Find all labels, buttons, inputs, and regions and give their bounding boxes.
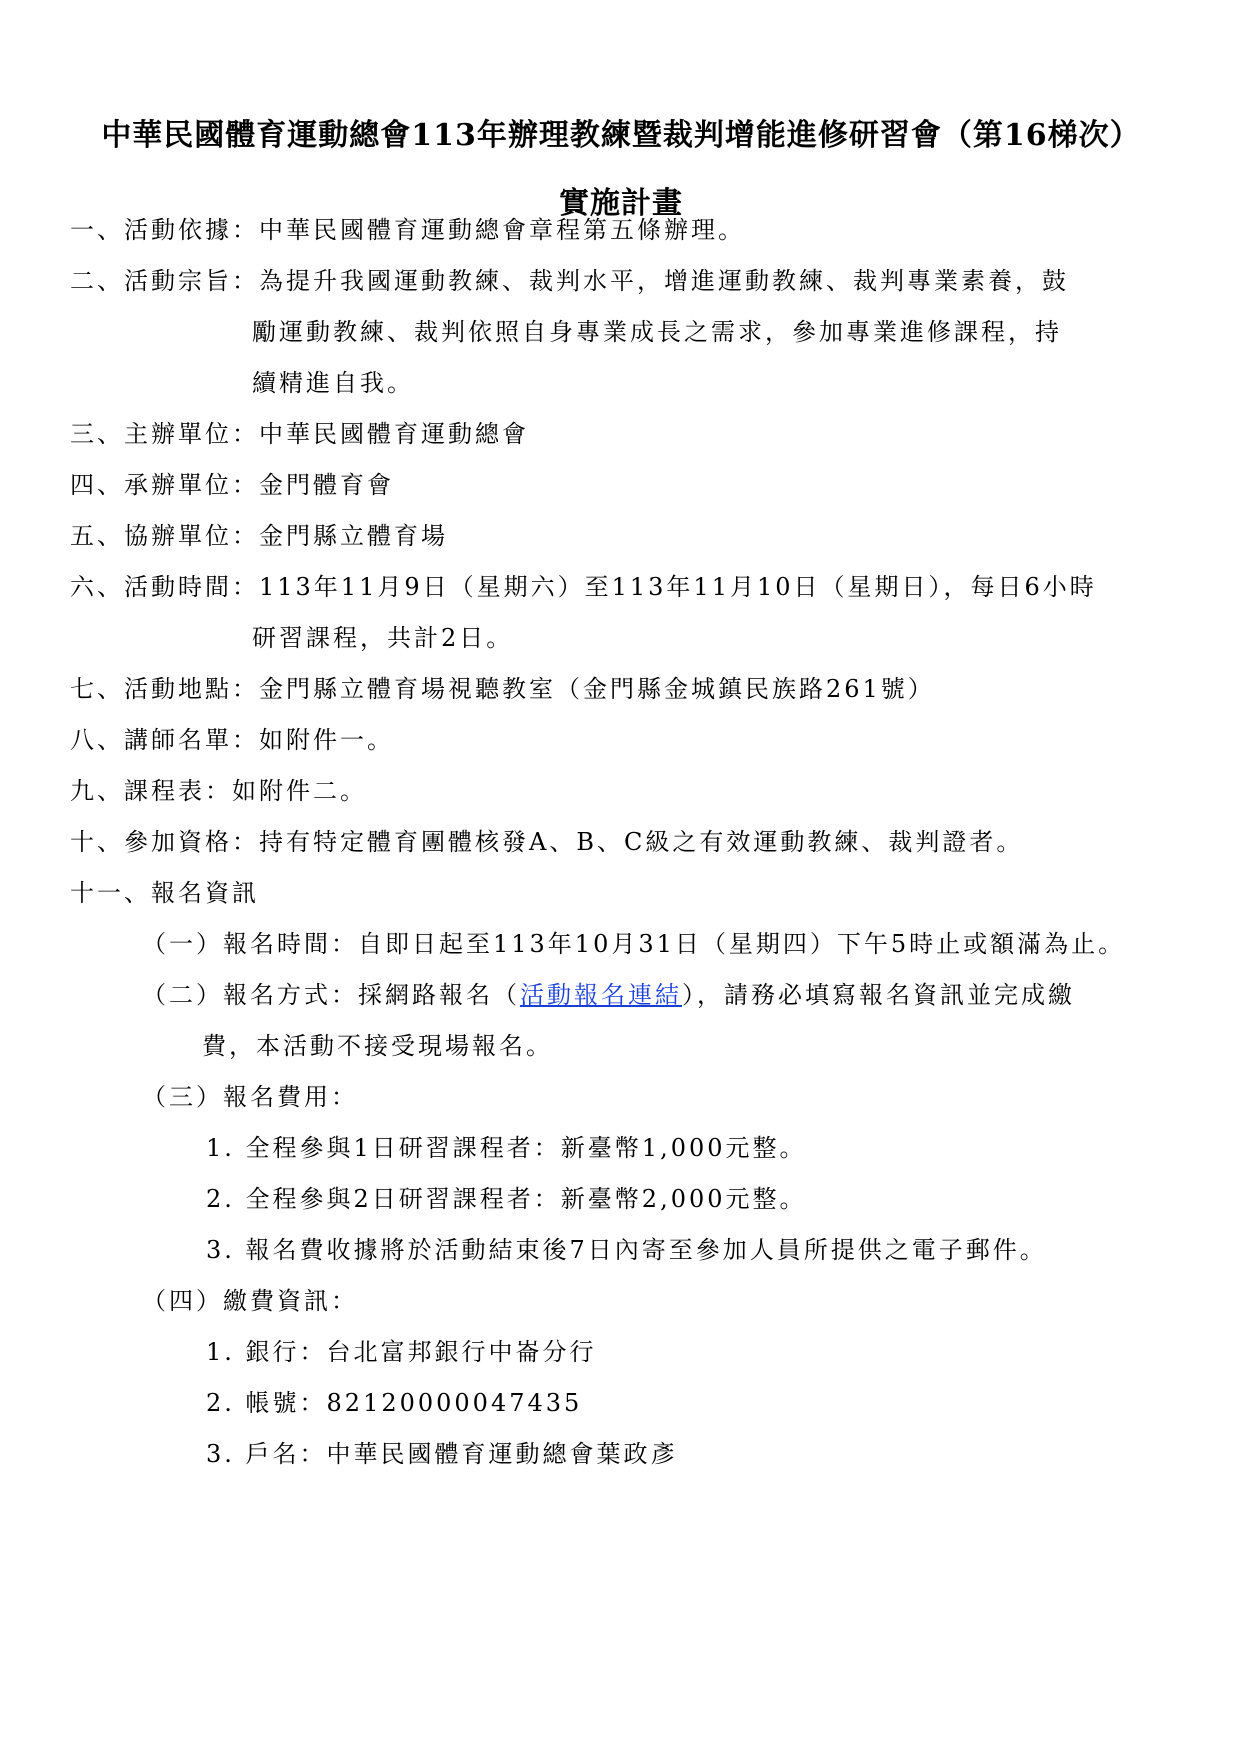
item-lecturers-label: 八、講師名單： xyxy=(70,726,259,754)
item-location-text: 金門縣立體育場視聽教室（金門縣金城鎮民族路261號） xyxy=(259,675,935,703)
item-host xyxy=(70,469,394,501)
item-registration-label: 十一、報名資訊 xyxy=(70,879,259,907)
item-co-organizer-text: 金門縣立體育場 xyxy=(259,522,448,550)
item-eligibility-label: 十、參加資格： xyxy=(70,828,259,856)
item-basis-text: 中華民國體育運動總會章程第五條辦理。 xyxy=(259,216,745,244)
item-purpose-line2: 勵運動教練、裁判依照自身專業成長之需求，參加專業進修課程，持 xyxy=(252,318,1062,346)
item-purpose-label: 二、活動宗旨： xyxy=(70,267,259,295)
item-lecturers xyxy=(70,724,394,756)
item-purpose xyxy=(70,265,1069,297)
payment-item: 3. 戶名：中華民國體育運動總會葉政彥 xyxy=(206,1440,678,1468)
item-eligibility-text: 持有特定體育團體核發A、B、C級之有效運動教練、裁判證者。 xyxy=(259,828,1024,856)
item-schedule-label: 九、課程表： xyxy=(70,777,232,805)
item-time-line2: 研習課程，共計2日。 xyxy=(252,624,514,652)
fee-item: 1. 全程參與1日研習課程者：新臺幣1,000元整。 xyxy=(206,1134,807,1162)
registration-fee-label: （三）報名費用： xyxy=(142,1083,358,1111)
item-organizer xyxy=(70,418,529,450)
registration-method-label: （二）報名方式： xyxy=(142,981,358,1009)
item-location xyxy=(70,673,935,705)
payment-item: 1. 銀行：台北富邦銀行中崙分行 xyxy=(206,1338,597,1366)
registration-period xyxy=(142,928,1125,960)
item-lecturers-text: 如附件一。 xyxy=(259,726,394,754)
item-eligibility xyxy=(70,826,1023,858)
registration-method-line2: 費，本活動不接受現場報名。 xyxy=(202,1032,553,1060)
item-co-organizer-label: 五、協辦單位： xyxy=(70,522,259,550)
item-organizer-text: 中華民國體育運動總會 xyxy=(259,420,529,448)
item-organizer-label: 三、主辦單位： xyxy=(70,420,259,448)
item-time-line1: 113年11月9日（星期六）至113年11月10日（星期日），每日6小時 xyxy=(259,573,1097,601)
item-purpose-line3: 續精進自我。 xyxy=(252,369,414,397)
item-purpose-line1: 為提升我國運動教練、裁判水平，增進運動教練、裁判專業素養，鼓 xyxy=(259,267,1069,295)
item-location-label: 七、活動地點： xyxy=(70,675,259,703)
registration-method-suffix: ），請務必填寫報名資訊並完成繳 xyxy=(682,981,1075,1009)
registration-method xyxy=(142,979,1075,1011)
item-co-organizer xyxy=(70,520,448,552)
payment-info-label: （四）繳費資訊： xyxy=(142,1287,358,1315)
registration-period-label: （一）報名時間： xyxy=(142,930,358,958)
item-time xyxy=(70,571,1097,603)
payment-item: 2. 帳號：82120000047435 xyxy=(206,1389,583,1417)
document-title: 中華民國體育運動總會113年辦理教練暨裁判增能進修研習會（第16梯次） xyxy=(101,118,1141,153)
document-subtitle: 實施計畫 xyxy=(559,186,683,221)
item-time-label: 六、活動時間： xyxy=(70,573,259,601)
item-basis-label: 一、活動依據： xyxy=(70,216,259,244)
item-schedule xyxy=(70,775,367,807)
registration-link[interactable]: 活動報名連結 xyxy=(520,981,682,1009)
item-schedule-text: 如附件二。 xyxy=(232,777,367,805)
item-host-text: 金門體育會 xyxy=(259,471,394,499)
registration-period-text: 自即日起至113年10月31日（星期四）下午5時止或額滿為止。 xyxy=(358,930,1126,958)
fee-item: 3. 報名費收據將於活動結束後7日內寄至參加人員所提供之電子郵件。 xyxy=(206,1236,1047,1264)
item-basis xyxy=(70,214,745,246)
registration-method-prefix: 採網路報名（ xyxy=(358,981,520,1009)
item-host-label: 四、承辦單位： xyxy=(70,471,259,499)
fee-item: 2. 全程參與2日研習課程者：新臺幣2,000元整。 xyxy=(206,1185,807,1213)
